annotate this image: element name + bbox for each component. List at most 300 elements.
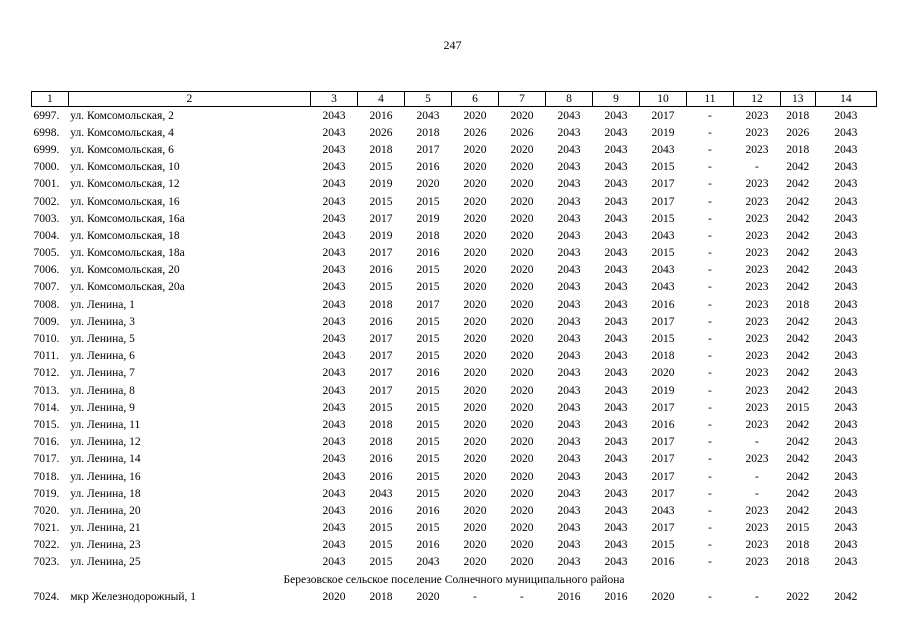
row-value: 2017 bbox=[369, 384, 393, 397]
table-row bbox=[32, 348, 877, 365]
row-value: 2017 bbox=[369, 212, 393, 225]
row-value: 2015 bbox=[651, 333, 675, 346]
table-row bbox=[32, 176, 877, 193]
row-value: - bbox=[520, 590, 524, 603]
row-value: 2015 bbox=[416, 195, 440, 208]
row-value: 2015 bbox=[416, 281, 440, 294]
row-value: 2015 bbox=[416, 401, 440, 414]
row-value: 2015 bbox=[651, 247, 675, 260]
row-address: ул. Ленина, 1 bbox=[70, 298, 135, 311]
row-value: 2043 bbox=[604, 143, 628, 156]
row-value: 2043 bbox=[651, 143, 675, 156]
row-value: 2020 bbox=[463, 367, 487, 380]
row-address: ул. Ленина, 5 bbox=[70, 333, 135, 346]
row-value: 2015 bbox=[786, 401, 810, 414]
row-value: 2020 bbox=[463, 264, 487, 277]
row-value: 2018 bbox=[369, 590, 393, 603]
data-table bbox=[31, 91, 877, 605]
row-value: - bbox=[708, 470, 712, 483]
table-row bbox=[32, 520, 877, 537]
row-value: 2026 bbox=[463, 126, 487, 139]
column-header: 3 bbox=[310, 92, 357, 107]
row-value: 2020 bbox=[510, 504, 534, 517]
row-value: - bbox=[755, 590, 759, 603]
row-value: 2043 bbox=[322, 522, 346, 535]
row-value: 2023 bbox=[745, 298, 769, 311]
row-number: 6997. bbox=[33, 109, 60, 122]
row-value: 2020 bbox=[463, 229, 487, 242]
row-number: 7012. bbox=[33, 367, 60, 380]
row-value: 2015 bbox=[416, 418, 440, 431]
row-value: 2016 bbox=[416, 504, 440, 517]
row-value: 2020 bbox=[463, 487, 487, 500]
row-value: - bbox=[708, 229, 712, 242]
row-value: 2018 bbox=[369, 298, 393, 311]
row-number: 6999. bbox=[33, 143, 60, 156]
row-value: 2043 bbox=[834, 126, 858, 139]
row-value: 2043 bbox=[604, 522, 628, 535]
row-address: ул. Комсомольская, 6 bbox=[70, 143, 174, 156]
row-value: 2043 bbox=[604, 487, 628, 500]
row-value: 2043 bbox=[604, 195, 628, 208]
row-value: 2020 bbox=[416, 590, 440, 603]
row-value: 2043 bbox=[322, 109, 346, 122]
row-value: - bbox=[708, 247, 712, 260]
row-number: 7014. bbox=[33, 401, 60, 414]
row-value: 2043 bbox=[604, 109, 628, 122]
row-address: ул. Ленина, 25 bbox=[70, 556, 141, 569]
row-value: 2043 bbox=[834, 264, 858, 277]
row-value: 2043 bbox=[604, 212, 628, 225]
row-value: 2019 bbox=[651, 384, 675, 397]
row-address: ул. Ленина, 9 bbox=[70, 401, 135, 414]
row-number: 7003. bbox=[33, 212, 60, 225]
row-value: 2015 bbox=[369, 522, 393, 535]
table-row bbox=[32, 193, 877, 210]
row-value: 2043 bbox=[604, 504, 628, 517]
row-value: 2020 bbox=[463, 298, 487, 311]
row-value: 2043 bbox=[604, 178, 628, 191]
row-value: 2043 bbox=[834, 401, 858, 414]
row-value: 2043 bbox=[604, 126, 628, 139]
row-value: 2015 bbox=[369, 195, 393, 208]
row-value: 2020 bbox=[510, 315, 534, 328]
row-value: 2043 bbox=[834, 539, 858, 552]
row-value: 2043 bbox=[557, 298, 581, 311]
row-number: 7002. bbox=[33, 195, 60, 208]
row-value: 2016 bbox=[416, 367, 440, 380]
row-value: 2043 bbox=[322, 350, 346, 363]
row-value: 2043 bbox=[322, 401, 346, 414]
row-address: ул. Ленина, 11 bbox=[70, 418, 141, 431]
row-value: 2042 bbox=[786, 247, 810, 260]
row-value: 2023 bbox=[745, 264, 769, 277]
table-row bbox=[32, 588, 877, 605]
row-value: 2023 bbox=[745, 315, 769, 328]
row-value: 2043 bbox=[557, 384, 581, 397]
row-value: 2015 bbox=[369, 539, 393, 552]
row-value: 2043 bbox=[604, 229, 628, 242]
row-value: 2043 bbox=[604, 315, 628, 328]
row-value: 2015 bbox=[416, 315, 440, 328]
row-value: 2018 bbox=[416, 126, 440, 139]
table-row bbox=[32, 416, 877, 433]
row-value: 2020 bbox=[510, 247, 534, 260]
column-header: 10 bbox=[639, 92, 686, 107]
row-value: 2020 bbox=[510, 384, 534, 397]
row-value: 2020 bbox=[510, 487, 534, 500]
row-value: 2043 bbox=[651, 264, 675, 277]
row-value: - bbox=[708, 487, 712, 500]
row-value: 2043 bbox=[604, 470, 628, 483]
row-value: 2020 bbox=[463, 470, 487, 483]
row-number: 7007. bbox=[33, 281, 60, 294]
row-address: ул. Комсомольская, 18 bbox=[70, 229, 180, 242]
row-value: 2017 bbox=[651, 453, 675, 466]
row-number: 7020. bbox=[33, 504, 60, 517]
row-value: 2043 bbox=[322, 436, 346, 449]
row-value: 2017 bbox=[369, 350, 393, 363]
row-value: 2043 bbox=[604, 436, 628, 449]
row-value: - bbox=[708, 556, 712, 569]
row-value: 2017 bbox=[651, 315, 675, 328]
column-header: 8 bbox=[545, 92, 592, 107]
row-value: 2018 bbox=[369, 418, 393, 431]
row-value: 2016 bbox=[369, 470, 393, 483]
row-value: 2015 bbox=[369, 281, 393, 294]
row-value: - bbox=[708, 384, 712, 397]
row-value: - bbox=[708, 418, 712, 431]
row-value: 2043 bbox=[557, 229, 581, 242]
row-value: 2018 bbox=[651, 350, 675, 363]
row-value: 2043 bbox=[651, 229, 675, 242]
row-value: 2043 bbox=[322, 333, 346, 346]
row-value: - bbox=[708, 401, 712, 414]
table-row bbox=[32, 245, 877, 262]
row-value: 2043 bbox=[322, 470, 346, 483]
row-value: 2020 bbox=[463, 109, 487, 122]
row-value: 2042 bbox=[786, 384, 810, 397]
row-value: 2043 bbox=[322, 418, 346, 431]
row-value: 2023 bbox=[745, 109, 769, 122]
row-value: 2043 bbox=[322, 453, 346, 466]
table-row bbox=[32, 537, 877, 554]
row-value: 2042 bbox=[786, 470, 810, 483]
row-value: 2020 bbox=[510, 367, 534, 380]
row-value: 2043 bbox=[834, 195, 858, 208]
column-header: 12 bbox=[733, 92, 780, 107]
row-value: 2015 bbox=[416, 453, 440, 466]
table-row bbox=[32, 468, 877, 485]
row-value: 2023 bbox=[745, 504, 769, 517]
row-value: - bbox=[708, 453, 712, 466]
row-value: - bbox=[708, 281, 712, 294]
row-number: 7001. bbox=[33, 178, 60, 191]
row-value: 2043 bbox=[834, 367, 858, 380]
row-value: 2018 bbox=[369, 143, 393, 156]
row-value: 2015 bbox=[416, 350, 440, 363]
row-value: 2043 bbox=[557, 504, 581, 517]
row-value: 2020 bbox=[510, 539, 534, 552]
row-value: 2043 bbox=[416, 109, 440, 122]
row-value: 2043 bbox=[322, 195, 346, 208]
row-value: 2043 bbox=[834, 212, 858, 225]
row-value: - bbox=[708, 195, 712, 208]
row-value: 2043 bbox=[322, 281, 346, 294]
row-value: 2043 bbox=[322, 229, 346, 242]
row-value: 2043 bbox=[557, 453, 581, 466]
row-value: 2015 bbox=[651, 539, 675, 552]
row-value: - bbox=[755, 436, 759, 449]
row-value: 2043 bbox=[557, 264, 581, 277]
row-value: 2043 bbox=[557, 333, 581, 346]
row-value: - bbox=[708, 350, 712, 363]
row-value: 2043 bbox=[834, 178, 858, 191]
row-value: 2043 bbox=[322, 367, 346, 380]
row-value: 2023 bbox=[745, 195, 769, 208]
row-value: - bbox=[708, 590, 712, 603]
row-value: 2043 bbox=[557, 522, 581, 535]
row-value: 2043 bbox=[322, 126, 346, 139]
row-number: 7009. bbox=[33, 315, 60, 328]
row-value: 2020 bbox=[510, 109, 534, 122]
row-number: 6998. bbox=[33, 126, 60, 139]
row-value: 2043 bbox=[322, 556, 346, 569]
row-value: 2043 bbox=[322, 487, 346, 500]
row-value: - bbox=[708, 315, 712, 328]
row-value: 2020 bbox=[463, 247, 487, 260]
row-value: 2026 bbox=[369, 126, 393, 139]
row-value: 2016 bbox=[369, 264, 393, 277]
table-row bbox=[32, 502, 877, 519]
row-value: 2020 bbox=[510, 350, 534, 363]
table-row bbox=[32, 313, 877, 330]
row-value: 2043 bbox=[834, 522, 858, 535]
row-value: 2016 bbox=[416, 539, 440, 552]
row-value: 2043 bbox=[604, 333, 628, 346]
row-value: 2043 bbox=[834, 384, 858, 397]
row-address: ул. Комсомольская, 20 bbox=[70, 264, 180, 277]
row-number: 7024. bbox=[33, 590, 60, 603]
page-number: 247 bbox=[443, 38, 462, 52]
row-value: 2043 bbox=[557, 178, 581, 191]
table-row bbox=[32, 296, 877, 313]
row-value: 2043 bbox=[834, 229, 858, 242]
row-value: 2020 bbox=[510, 298, 534, 311]
row-value: 2043 bbox=[651, 281, 675, 294]
row-value: 2020 bbox=[463, 178, 487, 191]
row-value: 2020 bbox=[463, 195, 487, 208]
row-number: 7017. bbox=[33, 453, 60, 466]
row-value: 2015 bbox=[416, 333, 440, 346]
table-row bbox=[32, 451, 877, 468]
row-value: 2043 bbox=[557, 126, 581, 139]
row-value: 2043 bbox=[834, 504, 858, 517]
row-value: 2043 bbox=[322, 143, 346, 156]
row-value: - bbox=[708, 109, 712, 122]
row-value: 2015 bbox=[416, 264, 440, 277]
row-value: 2043 bbox=[322, 212, 346, 225]
row-value: 2043 bbox=[557, 161, 581, 174]
row-value: 2020 bbox=[510, 229, 534, 242]
row-value: 2043 bbox=[557, 212, 581, 225]
row-value: 2020 bbox=[510, 436, 534, 449]
row-value: 2043 bbox=[604, 401, 628, 414]
row-value: 2022 bbox=[786, 590, 810, 603]
row-address: ул. Ленина, 7 bbox=[70, 367, 135, 380]
row-value: 2020 bbox=[463, 161, 487, 174]
table-row bbox=[32, 554, 877, 571]
row-value: 2043 bbox=[834, 556, 858, 569]
row-value: 2020 bbox=[463, 315, 487, 328]
column-header: 2 bbox=[68, 92, 310, 107]
row-value: 2023 bbox=[745, 229, 769, 242]
row-value: 2020 bbox=[463, 539, 487, 552]
row-value: 2042 bbox=[834, 590, 858, 603]
table-row bbox=[32, 141, 877, 158]
row-value: - bbox=[708, 539, 712, 552]
row-value: 2017 bbox=[369, 333, 393, 346]
row-value: 2015 bbox=[786, 522, 810, 535]
row-value: 2020 bbox=[463, 504, 487, 517]
column-header: 11 bbox=[686, 92, 733, 107]
row-value: 2016 bbox=[416, 161, 440, 174]
table-row bbox=[32, 124, 877, 141]
row-address: ул. Комсомольская, 16а bbox=[70, 212, 185, 225]
row-address: ул. Ленина, 16 bbox=[70, 470, 141, 483]
row-value: 2026 bbox=[786, 126, 810, 139]
row-value: 2042 bbox=[786, 315, 810, 328]
row-value: 2017 bbox=[651, 195, 675, 208]
row-value: 2043 bbox=[834, 453, 858, 466]
column-header: 1 bbox=[32, 92, 69, 107]
row-number: 7004. bbox=[33, 229, 60, 242]
row-value: 2042 bbox=[786, 178, 810, 191]
row-value: 2026 bbox=[510, 126, 534, 139]
row-value: 2023 bbox=[745, 453, 769, 466]
row-value: 2042 bbox=[786, 487, 810, 500]
row-value: 2020 bbox=[463, 212, 487, 225]
row-value: 2020 bbox=[510, 418, 534, 431]
row-value: 2017 bbox=[651, 470, 675, 483]
row-value: 2043 bbox=[834, 350, 858, 363]
row-value: 2020 bbox=[463, 556, 487, 569]
row-value: 2020 bbox=[510, 161, 534, 174]
row-value: 2018 bbox=[786, 109, 810, 122]
row-value: 2015 bbox=[416, 522, 440, 535]
row-value: 2043 bbox=[557, 109, 581, 122]
row-value: 2043 bbox=[834, 143, 858, 156]
row-value: 2023 bbox=[745, 418, 769, 431]
row-value: 2043 bbox=[557, 401, 581, 414]
row-value: 2043 bbox=[322, 539, 346, 552]
row-value: 2020 bbox=[510, 195, 534, 208]
row-value: 2042 bbox=[786, 212, 810, 225]
row-value: 2043 bbox=[651, 504, 675, 517]
row-value: 2016 bbox=[369, 315, 393, 328]
row-address: мкр Железнодорожный, 1 bbox=[70, 590, 196, 603]
row-value: 2020 bbox=[463, 401, 487, 414]
row-value: 2043 bbox=[834, 281, 858, 294]
table-row bbox=[32, 365, 877, 382]
column-header: 14 bbox=[815, 92, 876, 107]
row-value: 2042 bbox=[786, 333, 810, 346]
row-value: 2017 bbox=[369, 367, 393, 380]
column-header: 9 bbox=[592, 92, 639, 107]
row-value: 2043 bbox=[322, 298, 346, 311]
column-header: 6 bbox=[451, 92, 498, 107]
row-number: 7011. bbox=[33, 350, 59, 363]
row-number: 7010. bbox=[33, 333, 60, 346]
row-value: 2020 bbox=[510, 178, 534, 191]
row-value: 2017 bbox=[369, 247, 393, 260]
row-address: ул. Комсомольская, 20а bbox=[70, 281, 185, 294]
row-value: 2020 bbox=[463, 333, 487, 346]
row-value: 2043 bbox=[369, 487, 393, 500]
table-row bbox=[32, 330, 877, 347]
row-value: 2019 bbox=[369, 229, 393, 242]
row-address: ул. Комсомольская, 10 bbox=[70, 161, 180, 174]
row-value: 2020 bbox=[510, 522, 534, 535]
column-header: 13 bbox=[780, 92, 815, 107]
row-address: ул. Комсомольская, 12 bbox=[70, 178, 180, 191]
column-header: 5 bbox=[404, 92, 451, 107]
table-row bbox=[32, 399, 877, 416]
row-value: 2042 bbox=[786, 229, 810, 242]
row-value: 2020 bbox=[510, 264, 534, 277]
row-value: - bbox=[708, 298, 712, 311]
row-value: 2043 bbox=[604, 453, 628, 466]
row-value: 2015 bbox=[416, 470, 440, 483]
row-value: 2017 bbox=[651, 522, 675, 535]
row-value: - bbox=[708, 126, 712, 139]
row-value: 2018 bbox=[786, 298, 810, 311]
row-value: - bbox=[708, 367, 712, 380]
row-number: 7013. bbox=[33, 384, 60, 397]
row-value: 2017 bbox=[416, 298, 440, 311]
row-number: 7016. bbox=[33, 436, 60, 449]
row-value: 2043 bbox=[834, 315, 858, 328]
row-value: 2043 bbox=[834, 109, 858, 122]
row-value: - bbox=[708, 143, 712, 156]
row-value: 2017 bbox=[651, 109, 675, 122]
row-number: 7019. bbox=[33, 487, 60, 500]
row-number: 7005. bbox=[33, 247, 60, 260]
section-row bbox=[32, 571, 877, 588]
row-value: 2043 bbox=[834, 247, 858, 260]
row-value: 2023 bbox=[745, 178, 769, 191]
row-value: 2020 bbox=[510, 281, 534, 294]
row-value: 2020 bbox=[510, 143, 534, 156]
row-address: ул. Ленина, 12 bbox=[70, 436, 141, 449]
row-value: 2020 bbox=[463, 436, 487, 449]
row-value: 2043 bbox=[604, 247, 628, 260]
column-header: 4 bbox=[357, 92, 404, 107]
row-value: 2043 bbox=[557, 195, 581, 208]
table-body bbox=[32, 107, 877, 606]
row-value: 2043 bbox=[604, 161, 628, 174]
row-value: 2043 bbox=[834, 470, 858, 483]
row-value: 2020 bbox=[651, 367, 675, 380]
row-value: 2043 bbox=[834, 161, 858, 174]
row-value: 2023 bbox=[745, 126, 769, 139]
row-value: - bbox=[708, 212, 712, 225]
row-value: 2020 bbox=[416, 178, 440, 191]
row-value: 2043 bbox=[604, 367, 628, 380]
row-value: 2023 bbox=[745, 350, 769, 363]
row-value: 2043 bbox=[322, 161, 346, 174]
row-value: 2043 bbox=[834, 436, 858, 449]
